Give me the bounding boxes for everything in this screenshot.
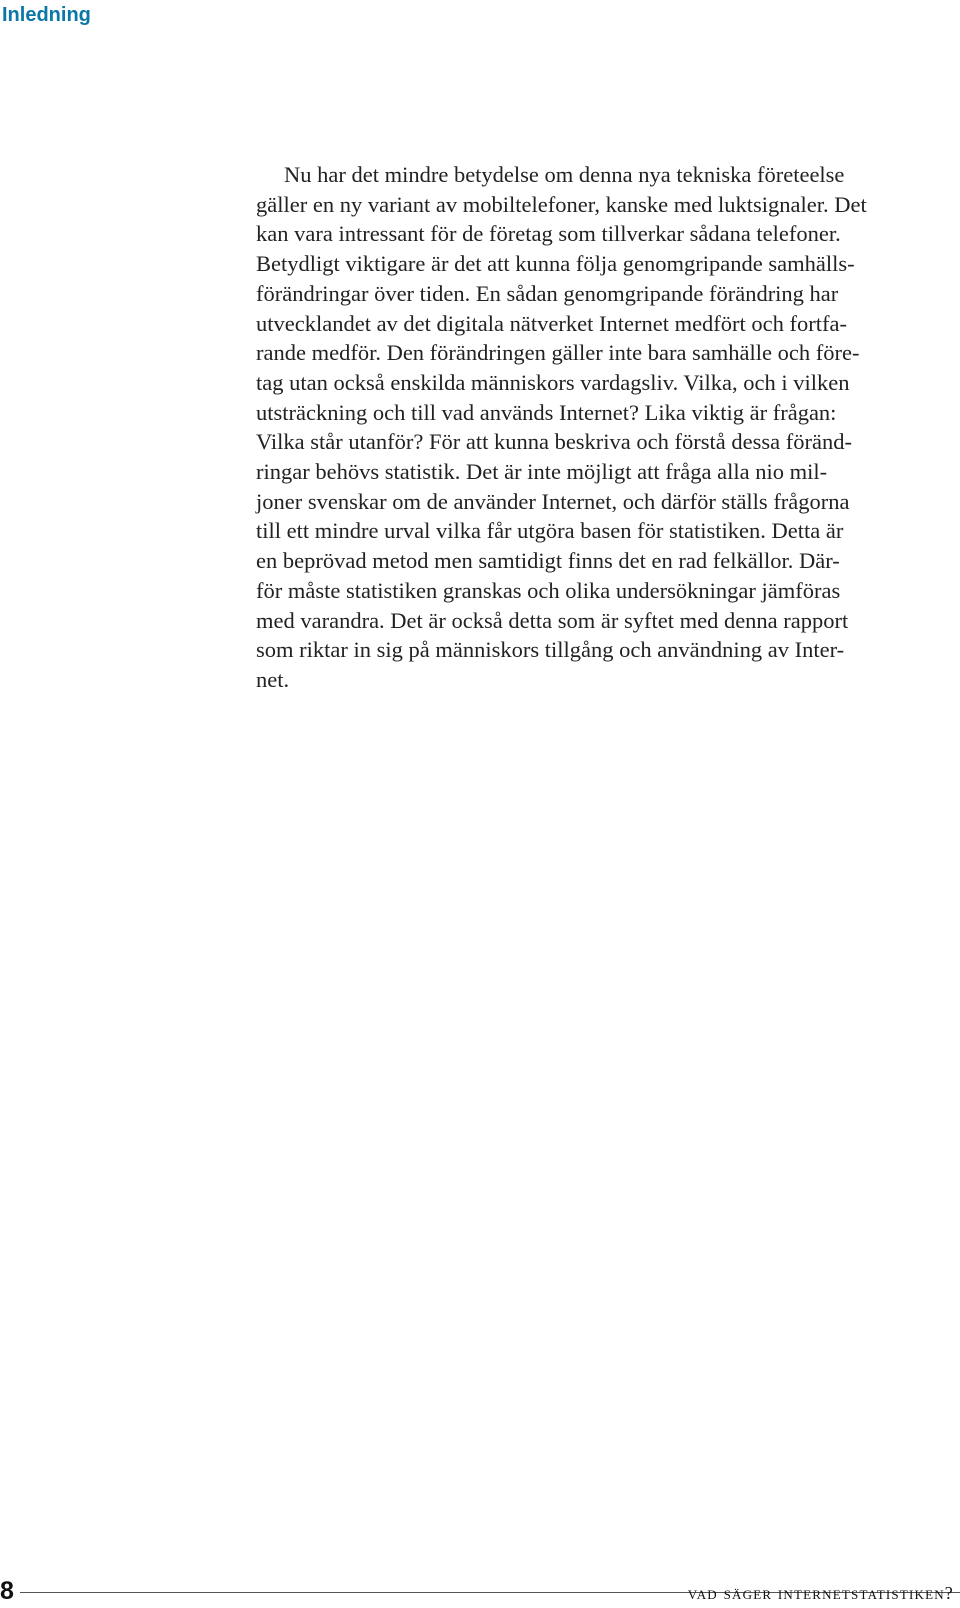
paragraph-line: till ett mindre urval vilka får utgöra basen för statistiken. Detta är: [256, 518, 844, 544]
paragraph-line: utsträckning och till vad används Internet? Lika viktig är frågan:: [256, 399, 837, 425]
paragraph-line: för måste statistiken granskas och olika undersökningar jämföras: [256, 577, 841, 603]
paragraph-line: tag utan också enskilda människors vardagsliv. Vilka, och i vilken: [256, 369, 850, 395]
body-paragraph: [256, 160, 956, 695]
running-footer-title: vad säger internetstatistiken?: [687, 1583, 954, 1603]
paragraph-line: Nu har det mindre betydelse om denna nya tekniska företeelse: [284, 162, 845, 187]
paragraph-line: rande medför. Den förändringen gäller inte bara samhälle och före-: [256, 340, 860, 366]
paragraph-line: Betydligt viktigare är det att kunna följa genomgripande samhälls-: [256, 251, 855, 277]
paragraph-line: utvecklandet av det digitala nätverket Internet medfört och fortfa-: [256, 310, 847, 336]
paragraph-line: ringar behövs statistik. Det är inte möjligt att fråga alla nio mil-: [256, 459, 828, 485]
paragraph-line: med varandra. Det är också detta som är syftet med denna rapport: [256, 607, 849, 633]
paragraph-line: förändringar över tiden. En sådan genomgripande förändring har: [256, 280, 839, 306]
paragraph-line: som riktar in sig på människors tillgång och användning av Inter-: [256, 637, 845, 663]
paragraph-line: net.: [256, 666, 290, 692]
paragraph-line: Vilka står utanför? För att kunna beskriva och förstå dessa föränd-: [256, 429, 852, 455]
section-title: Inledning: [2, 4, 91, 26]
paragraph-line: kan vara intressant för de företag som tillverkar sådana telefoner.: [256, 221, 841, 247]
paragraph-line: joner svenskar om de använder Internet, och därför ställs frågorna: [256, 488, 850, 514]
paragraph-line: en beprövad metod men samtidigt finns det en rad felkällor. Där-: [256, 548, 840, 574]
paragraph-line: gäller en ny variant av mobiltelefoner, kanske med luktsignaler. Det: [256, 191, 867, 217]
page-number: 8: [0, 1577, 14, 1605]
